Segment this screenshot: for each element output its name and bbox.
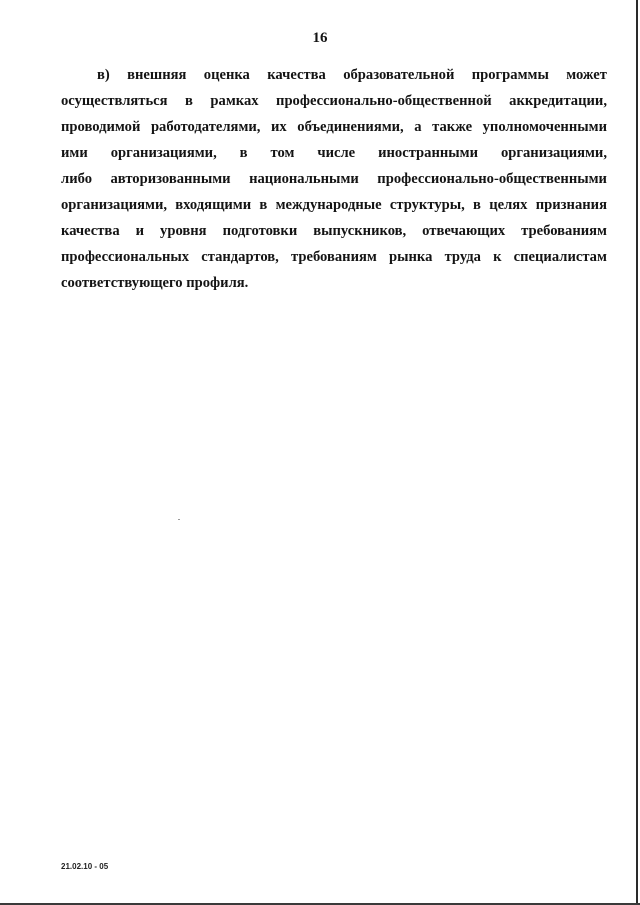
paragraph-line <box>61 62 607 88</box>
word: иностранными <box>378 145 479 161</box>
paragraph-line <box>61 88 607 114</box>
word: образовательной <box>343 67 455 83</box>
word: структуры, <box>389 197 465 213</box>
word: в) <box>97 67 110 83</box>
paragraph-line <box>61 166 607 192</box>
word: качества <box>267 67 326 83</box>
word: профессиональных <box>61 249 190 265</box>
paragraph-line <box>61 114 607 140</box>
word: а <box>414 119 422 135</box>
paragraph-line <box>61 270 607 296</box>
word: также <box>432 119 473 135</box>
word: признания <box>535 197 607 213</box>
word: организациями, <box>61 197 168 213</box>
word: в <box>239 145 248 161</box>
word: может <box>566 67 607 83</box>
word: ими <box>61 145 88 161</box>
word: уровня <box>160 223 207 239</box>
word: в <box>259 197 268 213</box>
word: в <box>185 93 193 109</box>
word: организациями, <box>500 145 607 161</box>
word: отвечающих <box>422 223 506 239</box>
word: качества <box>61 223 120 239</box>
word: рамках <box>210 93 259 109</box>
word: работодателями, <box>150 119 261 135</box>
word: труда <box>444 249 481 265</box>
word: соответствующего профиля. <box>61 275 249 291</box>
page-number: 16 <box>312 30 328 46</box>
paragraph-item-v <box>61 62 607 296</box>
word: аккредитации, <box>509 93 607 109</box>
word: выпускников, <box>313 223 407 239</box>
word: внешняя <box>127 67 187 83</box>
scan-edge-right <box>636 0 638 905</box>
word: к <box>493 249 502 265</box>
word: уполномоченными <box>482 119 607 135</box>
paragraph-line <box>61 244 607 270</box>
word: организациями, <box>110 145 217 161</box>
word: оценка <box>203 67 250 83</box>
scan-speck <box>178 519 180 520</box>
word: требованиям <box>521 223 607 239</box>
word: и <box>135 223 145 239</box>
word: профессионально-общественной <box>276 93 492 109</box>
word: профессионально-общественными <box>377 171 607 187</box>
word: специалистам <box>513 249 607 265</box>
paragraph-line <box>61 140 607 166</box>
paragraph-line <box>61 192 607 218</box>
paragraph-line <box>61 218 607 244</box>
word: объединениями, <box>297 119 404 135</box>
word: осуществляться <box>61 93 168 109</box>
word: проводимой <box>61 119 141 135</box>
word: рынка <box>388 249 433 265</box>
word: том <box>270 145 295 161</box>
word: международные <box>275 197 382 213</box>
word: целях <box>489 197 528 213</box>
word: стандартов, <box>201 249 279 265</box>
word: числе <box>317 145 356 161</box>
word: программы <box>471 67 549 83</box>
word: требованиям <box>291 249 377 265</box>
word: авторизованными <box>110 171 231 187</box>
word: либо <box>61 171 92 187</box>
word: национальными <box>249 171 359 187</box>
word: входящими <box>175 197 252 213</box>
word: подготовки <box>222 223 298 239</box>
footer-document-code: 21.02.10 - 05 <box>61 862 109 871</box>
word: их <box>271 119 287 135</box>
word: в <box>473 197 481 213</box>
